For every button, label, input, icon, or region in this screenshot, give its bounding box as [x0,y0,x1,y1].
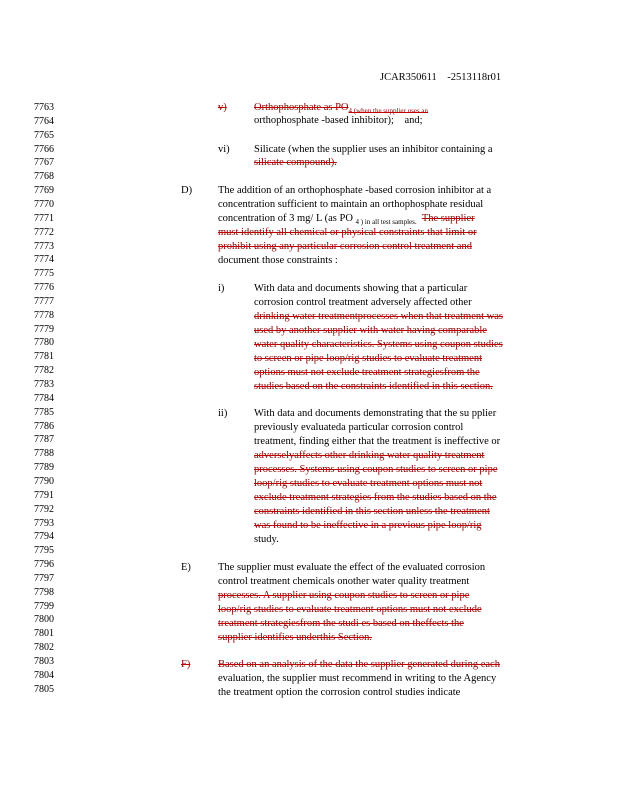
item-ii-line-6: loop/rig studies to evaluate treatment options must not [254,478,483,489]
line-number: 7799 [34,600,54,612]
line-number: 7782 [34,365,54,377]
item-ii-line-5: processes. Systems using coupon studies to screen or pipe [254,464,498,475]
item-v-line-2 [254,114,423,127]
item-label-D: D) [181,185,193,196]
item-D-line-3a: concentration of 3 mg/ L (as PO [218,213,353,224]
item-label-ii: ii) [218,408,228,419]
item-i-line-5: water quality characteristics. Systems using coupon studies [254,339,503,350]
line-number: 7805 [34,683,54,695]
item-F-line-1: Based on an analysis of the data the supplier generated during each [218,659,500,670]
line-number: 7770 [34,198,54,210]
line-number: 7774 [34,254,54,266]
item-D-line-1: The addition of an orthophosphate -based corrosion inhibitor at a [218,185,492,196]
item-i-line-2: corrosion control treatment adversely affected other [254,297,472,308]
line-number: 7783 [34,379,54,390]
line-number: 7779 [34,323,54,335]
line-number: 7778 [34,309,54,321]
item-F-line-3: the treatment option the corrosion control studies indicate [218,687,461,698]
item-E-line-3: processes. A supplier using coupon studies to screen or pipe [218,590,470,601]
item-v-line-2a: orthophosphate -based inhibitor); [254,115,394,126]
line-number: 7796 [34,559,54,570]
item-E-line-1: The supplier must evaluate the effect of the evaluated corrosion [218,562,486,573]
item-D-line-4: must identify all chemical or physical constraints that limit or [218,227,477,238]
line-number: 7785 [34,406,54,418]
item-i-line-4: used by another supplier with water having comparable [254,325,487,336]
line-number: 7791 [34,489,54,501]
line-number: 7794 [34,531,54,543]
line-number: 7775 [34,268,54,280]
item-F-line-2: evaluation, the supplier must recommend in writing to the Agency [218,673,497,684]
item-ii-line-4: adverselyaffects other drinking water quality treatment [254,450,485,461]
line-number: 7764 [34,115,54,127]
item-ii-line-9: was found to be ineffective in a previous pipe loop/rig [254,520,482,531]
line-number: 7771 [34,212,54,224]
document-header: JCAR350611 -2513118r01 [380,72,502,83]
item-ii-line-10: study. [254,534,279,545]
item-v-line-1b: 4 (when the supplier uses an [348,107,429,116]
item-D-line-5: prohibit using any particular corrosion control treatment and [218,241,472,252]
line-number: 7766 [34,143,54,155]
line-number: 7798 [34,586,54,598]
line-number: 7795 [34,545,54,557]
item-D-line-6: document those constraints : [218,255,338,266]
line-number: 7801 [34,628,54,640]
item-label-F: F) [181,659,191,670]
line-number: 7768 [34,171,54,183]
item-label-i: i) [218,283,225,294]
line-number: 7803 [34,656,54,667]
item-ii-line-8: constraints identified in this section unless the treatment [254,506,490,517]
item-ii-line-1: With data and documents demonstrating that the su pplier [254,408,497,419]
line-number: 7800 [34,614,54,626]
item-D-line-2: concentration sufficient to maintain an orthophosphate residual [218,199,484,210]
item-E-line-5: treatment strategiesfrom the studi es based on theffects the [218,618,464,629]
item-label-v: v) [218,102,227,113]
line-number: 7797 [34,572,54,584]
item-vi-line-1: Silicate (when the supplier uses an inhibitor containing a [254,144,493,155]
item-ii-line-3: treatment, finding either that the treatment is ineffective or [254,436,501,447]
line-number: 7772 [34,226,54,238]
item-i-line-1: With data and documents showing that a particular [254,283,468,294]
line-number: 7792 [34,503,54,515]
item-i-line-3: drinking water treatmentprocesses when that treatment was [254,311,503,322]
item-E-line-4: loop/rig studies to evaluate treatment options must not exclude [218,604,482,615]
item-E-line-2: control treatment chemicals onother water quality treatment [218,576,470,587]
item-i-line-6: to screen or pipe loop/rig studies to evaluate treatment [254,353,483,364]
item-i-line-8: studies based on the constraints identified in this section. [254,381,493,392]
line-number: 7781 [34,351,54,363]
item-ii-line-7: exclude treatment strategies from the studies based on the [254,492,497,503]
item-D-line-3b: 4 ) in all test samples. [355,218,417,227]
line-number: 7789 [34,462,54,474]
item-D-line-3c: The supplier [421,213,475,224]
item-label-E: E) [181,562,191,573]
line-number: 7802 [34,642,54,654]
line-number: 7790 [34,475,54,487]
item-ii-line-2: previously evaluateda particular corrosion control [254,422,464,433]
line-number: 7788 [34,448,54,460]
line-number: 7786 [34,420,54,432]
line-number: 7787 [34,434,54,446]
line-number: 7765 [34,129,54,141]
line-number: 7776 [34,282,54,293]
line-number: 7780 [34,337,54,349]
line-number: 7793 [34,517,54,529]
item-v-line-2b: and; [404,115,423,126]
item-E-line-6: supplier identifies underthis Section. [218,632,372,643]
item-vi-line-2: silicate compound). [254,157,337,168]
line-number: 7784 [34,392,54,404]
line-number: 7773 [34,240,54,252]
line-number: 7769 [34,185,54,197]
line-number: 7763 [34,102,54,113]
line-number: 7767 [34,157,54,169]
item-label-vi: vi) [218,144,230,155]
item-v-line-1a: Orthophosphate as PO [254,102,349,113]
item-i-line-7: options must not exclude treatment strategiesfrom the [254,367,480,378]
line-number: 7804 [34,669,54,681]
line-number: 7777 [34,295,54,307]
